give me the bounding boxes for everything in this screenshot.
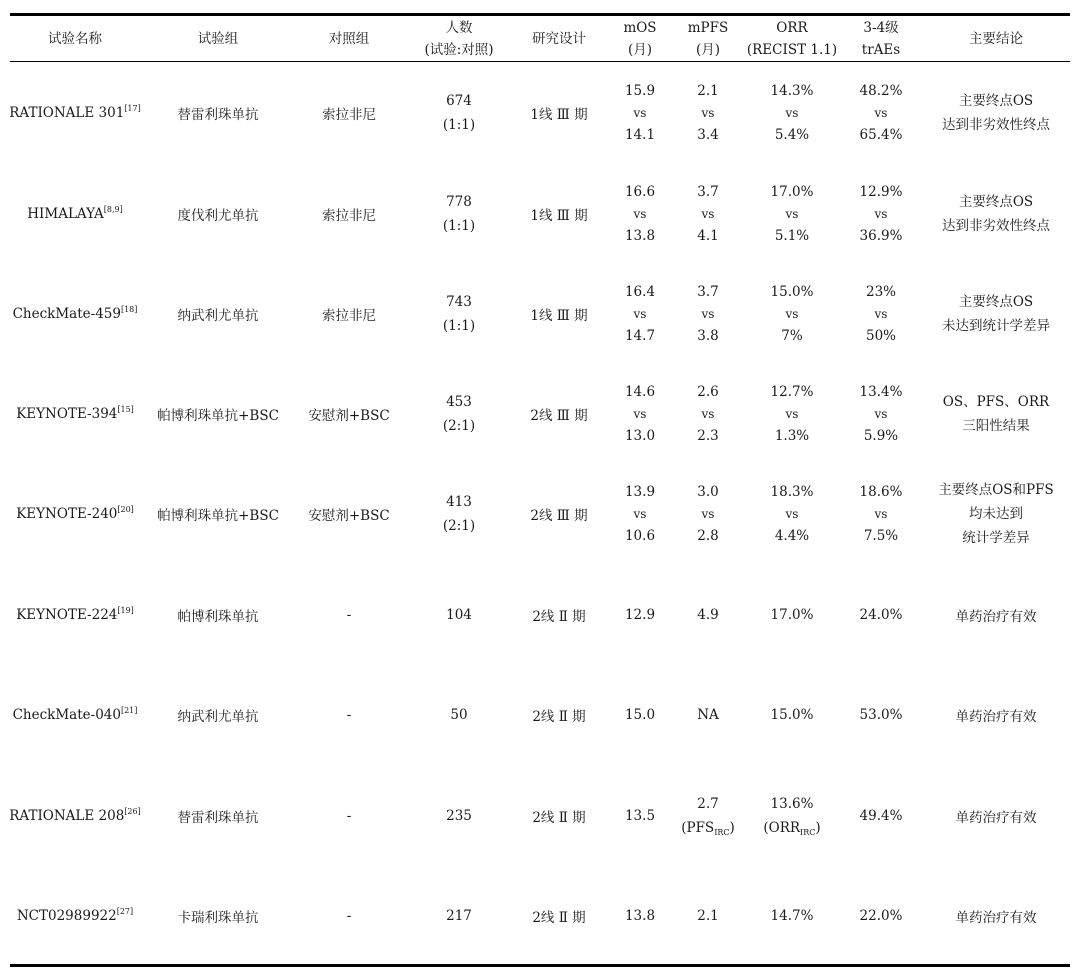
header-sample-size bbox=[408, 16, 510, 61]
trial-name: NCT02989922 bbox=[16, 908, 117, 924]
sample-size: 217 bbox=[446, 908, 472, 924]
orr-control: 4.4% bbox=[774, 528, 810, 544]
allocation-ratio: (2:1) bbox=[442, 418, 476, 434]
trae-control: 7.5% bbox=[863, 528, 899, 544]
trial-name: CheckMate-459 bbox=[12, 306, 121, 322]
header-mpfs-line1: mPFS bbox=[687, 19, 729, 36]
conclusion-line: 达到非劣效性终点 bbox=[942, 117, 1050, 133]
trae-value: 49.4% bbox=[859, 808, 903, 824]
reference-mark: [27] bbox=[116, 907, 134, 916]
header-mos-line1: mOS bbox=[623, 19, 657, 36]
mos-control: 13.0 bbox=[624, 428, 656, 444]
orr-note-close: ) bbox=[815, 820, 821, 836]
mpfs-value: 2.1 bbox=[697, 908, 719, 924]
study-design: 1线 Ⅲ 期 bbox=[530, 308, 588, 324]
conclusion-cell bbox=[922, 364, 1070, 464]
conclusion: 单药治疗有效 bbox=[955, 609, 1037, 625]
study-design: 2线 Ⅱ 期 bbox=[532, 810, 586, 826]
study-design: 2线 Ⅱ 期 bbox=[532, 910, 586, 926]
trae-cell bbox=[840, 164, 922, 264]
mos-value: 13.5 bbox=[624, 808, 656, 824]
mos-value: 13.8 bbox=[624, 908, 656, 924]
mos-control: 14.7 bbox=[624, 328, 656, 344]
orr-experimental: 14.3% bbox=[770, 83, 814, 99]
header-trial-name: 试验名称 bbox=[48, 30, 102, 47]
mpfs-value: 4.9 bbox=[697, 607, 719, 623]
conclusion: 单药治疗有效 bbox=[955, 709, 1037, 725]
sample-size: 413 bbox=[446, 494, 472, 510]
reference-mark: [18] bbox=[120, 305, 138, 314]
trial-name-cell bbox=[5, 464, 145, 564]
mpfs-experimental: 3.7 bbox=[697, 184, 719, 200]
reference-mark: [19] bbox=[117, 606, 134, 615]
orr-control: 1.3% bbox=[774, 428, 810, 444]
trial-name-cell bbox=[5, 264, 145, 364]
sample-size-cell bbox=[408, 63, 510, 163]
header-trae-line1: 3-4级 bbox=[863, 19, 899, 36]
mos-cell bbox=[608, 364, 672, 464]
control-arm: 安慰剂+BSC bbox=[308, 508, 390, 524]
sample-size-cell bbox=[408, 164, 510, 264]
vs-label: vs bbox=[785, 507, 799, 521]
sample-size-cell bbox=[408, 464, 510, 564]
orr-control: 5.4% bbox=[774, 127, 810, 143]
header-control-arm: 对照组 bbox=[328, 30, 370, 47]
reference-mark: [26] bbox=[124, 807, 141, 816]
mpfs-control: 2.8 bbox=[697, 528, 719, 544]
trae-cell bbox=[840, 63, 922, 163]
sample-size: 453 bbox=[446, 394, 472, 410]
conclusion-line: 未达到统计学差异 bbox=[942, 318, 1050, 334]
study-design: 2线 Ⅲ 期 bbox=[530, 508, 588, 524]
conclusion-line: 主要终点OS bbox=[958, 294, 1034, 310]
allocation-ratio: (1:1) bbox=[442, 117, 476, 133]
vs-label: vs bbox=[785, 207, 799, 221]
control-arm: - bbox=[346, 808, 352, 824]
trae-experimental: 13.4% bbox=[859, 384, 903, 400]
orr-value: 15.0% bbox=[770, 707, 814, 723]
trial-name-cell bbox=[5, 364, 145, 464]
trial-name-cell bbox=[5, 766, 145, 866]
header-trae-line2: trAEs bbox=[861, 41, 901, 58]
mos-experimental: 15.9 bbox=[624, 83, 656, 99]
trae-experimental: 23% bbox=[865, 284, 896, 300]
orr-value: 14.7% bbox=[770, 908, 814, 924]
trae-experimental: 48.2% bbox=[859, 83, 903, 99]
mpfs-control: 3.4 bbox=[697, 127, 719, 143]
study-design: 1线 Ⅲ 期 bbox=[530, 208, 588, 224]
trae-cell bbox=[840, 364, 922, 464]
conclusion-line: 达到非劣效性终点 bbox=[942, 218, 1050, 234]
header-orr bbox=[744, 16, 840, 61]
experimental-arm: 帕博利珠单抗 bbox=[177, 609, 259, 625]
orr-note-subscript: IRC bbox=[800, 828, 816, 837]
trial-name: KEYNOTE-224 bbox=[16, 607, 118, 623]
header-orr-line2: (RECIST 1.1) bbox=[746, 41, 838, 58]
sample-size-cell bbox=[408, 264, 510, 364]
trial-name: KEYNOTE-240 bbox=[16, 506, 118, 522]
header-mpfs bbox=[672, 16, 744, 61]
mos-experimental: 14.6 bbox=[624, 384, 656, 400]
orr-note-text: (ORR bbox=[763, 820, 801, 836]
header-orr-line1: ORR bbox=[776, 19, 808, 36]
trae-control: 36.9% bbox=[859, 228, 903, 244]
mpfs-control: 4.1 bbox=[697, 228, 719, 244]
mpfs-cell bbox=[672, 464, 744, 564]
sample-size: 235 bbox=[446, 808, 472, 824]
reference-mark: [15] bbox=[117, 405, 134, 414]
vs-label: vs bbox=[785, 106, 799, 120]
mos-experimental: 13.9 bbox=[624, 484, 656, 500]
conclusion: 单药治疗有效 bbox=[955, 810, 1037, 826]
experimental-arm: 替雷利珠单抗 bbox=[177, 810, 259, 826]
mpfs-value: 2.7 bbox=[697, 796, 719, 812]
header-mos bbox=[608, 16, 672, 61]
mos-cell bbox=[608, 63, 672, 163]
mos-value: 12.9 bbox=[624, 607, 656, 623]
trae-control: 50% bbox=[865, 328, 896, 344]
trial-name: RATIONALE 208 bbox=[9, 808, 125, 824]
vs-label: vs bbox=[874, 106, 888, 120]
mpfs-experimental: 3.0 bbox=[697, 484, 719, 500]
conclusion-cell bbox=[922, 164, 1070, 264]
vs-label: vs bbox=[701, 106, 715, 120]
control-arm: 索拉非尼 bbox=[322, 107, 376, 123]
header-experimental-arm: 试验组 bbox=[197, 30, 239, 47]
control-arm: 索拉非尼 bbox=[322, 308, 376, 324]
orr-cell bbox=[744, 766, 840, 866]
vs-label: vs bbox=[785, 307, 799, 321]
trae-experimental: 18.6% bbox=[859, 484, 903, 500]
mos-experimental: 16.4 bbox=[624, 284, 656, 300]
mpfs-note bbox=[681, 816, 735, 840]
experimental-arm: 纳武利尤单抗 bbox=[177, 709, 259, 725]
trae-value: 53.0% bbox=[859, 707, 903, 723]
orr-cell bbox=[744, 464, 840, 564]
mpfs-cell bbox=[672, 766, 744, 866]
mpfs-cell bbox=[672, 63, 744, 163]
vs-label: vs bbox=[701, 207, 715, 221]
experimental-arm: 帕博利珠单抗+BSC bbox=[157, 508, 279, 524]
vs-label: vs bbox=[874, 407, 888, 421]
header-sample-size-line1: 人数 bbox=[445, 19, 473, 36]
conclusion-line: 主要终点OS和PFS bbox=[938, 482, 1054, 498]
control-arm: 安慰剂+BSC bbox=[308, 408, 390, 424]
mos-cell bbox=[608, 264, 672, 364]
conclusion-line: 统计学差异 bbox=[962, 530, 1030, 546]
orr-experimental: 12.7% bbox=[770, 384, 814, 400]
study-design: 2线 Ⅱ 期 bbox=[532, 609, 586, 625]
mpfs-note-subscript: IRC bbox=[714, 828, 730, 837]
trial-name-cell bbox=[5, 866, 145, 966]
vs-label: vs bbox=[785, 407, 799, 421]
conclusion-line: 主要终点OS bbox=[958, 93, 1034, 109]
study-design: 2线 Ⅲ 期 bbox=[530, 408, 588, 424]
orr-control: 5.1% bbox=[774, 228, 810, 244]
sample-size: 674 bbox=[446, 93, 472, 109]
allocation-ratio: (1:1) bbox=[442, 218, 476, 234]
trae-cell bbox=[840, 264, 922, 364]
vs-label: vs bbox=[633, 106, 647, 120]
mpfs-experimental: 2.1 bbox=[697, 83, 719, 99]
sample-size-cell bbox=[408, 364, 510, 464]
trial-name: KEYNOTE-394 bbox=[16, 406, 118, 422]
header-mpfs-line2: (月) bbox=[695, 41, 721, 58]
mos-control: 14.1 bbox=[624, 127, 656, 143]
trial-name: HIMALAYA bbox=[27, 206, 104, 222]
reference-mark: [17] bbox=[124, 104, 141, 113]
trae-control: 65.4% bbox=[859, 127, 903, 143]
conclusion-line: 主要终点OS bbox=[958, 194, 1034, 210]
orr-experimental: 17.0% bbox=[770, 184, 814, 200]
mpfs-cell bbox=[672, 364, 744, 464]
table-header-rule bbox=[10, 61, 1070, 62]
mpfs-experimental: 2.6 bbox=[697, 384, 719, 400]
experimental-arm: 替雷利珠单抗 bbox=[177, 107, 259, 123]
mos-cell bbox=[608, 164, 672, 264]
allocation-ratio: (1:1) bbox=[442, 318, 476, 334]
mos-value: 15.0 bbox=[624, 707, 656, 723]
orr-note bbox=[763, 816, 820, 840]
mpfs-experimental: 3.7 bbox=[697, 284, 719, 300]
mpfs-cell bbox=[672, 264, 744, 364]
mpfs-value: NA bbox=[697, 707, 719, 723]
experimental-arm: 帕博利珠单抗+BSC bbox=[157, 408, 279, 424]
header-mos-line2: (月) bbox=[627, 41, 653, 58]
experimental-arm: 纳武利尤单抗 bbox=[177, 308, 259, 324]
trae-control: 5.9% bbox=[863, 428, 899, 444]
conclusion-line: 三阳性结果 bbox=[962, 418, 1030, 434]
orr-cell bbox=[744, 164, 840, 264]
vs-label: vs bbox=[633, 207, 647, 221]
study-design: 2线 Ⅱ 期 bbox=[532, 709, 586, 725]
vs-label: vs bbox=[701, 507, 715, 521]
sample-size: 778 bbox=[446, 194, 472, 210]
reference-mark: [8,9] bbox=[103, 205, 123, 214]
sample-size: 104 bbox=[446, 607, 472, 623]
mpfs-note-text: (PFS bbox=[681, 820, 715, 836]
mos-control: 10.6 bbox=[624, 528, 656, 544]
vs-label: vs bbox=[701, 307, 715, 321]
control-arm: 索拉非尼 bbox=[322, 208, 376, 224]
experimental-arm: 卡瑞利珠单抗 bbox=[177, 910, 259, 926]
study-design: 1线 Ⅲ 期 bbox=[530, 107, 588, 123]
mpfs-note-close: ) bbox=[729, 820, 735, 836]
trae-experimental: 12.9% bbox=[859, 184, 903, 200]
vs-label: vs bbox=[701, 407, 715, 421]
orr-value: 17.0% bbox=[770, 607, 814, 623]
orr-cell bbox=[744, 264, 840, 364]
trial-name-cell bbox=[5, 164, 145, 264]
experimental-arm: 度伐利尤单抗 bbox=[177, 208, 259, 224]
conclusion-cell bbox=[922, 264, 1070, 364]
orr-cell bbox=[744, 63, 840, 163]
trial-name-cell bbox=[5, 63, 145, 163]
header-study-design: 研究设计 bbox=[532, 30, 586, 47]
header-conclusion: 主要结论 bbox=[969, 30, 1023, 47]
reference-mark: [20] bbox=[117, 505, 134, 514]
vs-label: vs bbox=[874, 307, 888, 321]
trial-name: RATIONALE 301 bbox=[9, 105, 125, 121]
conclusion-cell bbox=[922, 464, 1070, 564]
trae-cell bbox=[840, 464, 922, 564]
vs-label: vs bbox=[874, 207, 888, 221]
mpfs-control: 3.8 bbox=[697, 328, 719, 344]
trial-name: CheckMate-040 bbox=[12, 707, 121, 723]
mos-experimental: 16.6 bbox=[624, 184, 656, 200]
conclusion: 单药治疗有效 bbox=[955, 910, 1037, 926]
mos-cell bbox=[608, 464, 672, 564]
trial-name-cell bbox=[5, 565, 145, 665]
vs-label: vs bbox=[633, 507, 647, 521]
sample-size: 743 bbox=[446, 294, 472, 310]
vs-label: vs bbox=[874, 507, 888, 521]
vs-label: vs bbox=[633, 307, 647, 321]
vs-label: vs bbox=[633, 407, 647, 421]
control-arm: - bbox=[346, 707, 352, 723]
mos-control: 13.8 bbox=[624, 228, 656, 244]
orr-experimental: 18.3% bbox=[770, 484, 814, 500]
mpfs-cell bbox=[672, 164, 744, 264]
reference-mark: [21] bbox=[120, 706, 138, 715]
orr-value: 13.6% bbox=[770, 796, 814, 812]
allocation-ratio: (2:1) bbox=[442, 518, 476, 534]
orr-control: 7% bbox=[781, 328, 803, 344]
orr-experimental: 15.0% bbox=[770, 284, 814, 300]
trae-value: 22.0% bbox=[859, 908, 903, 924]
mpfs-control: 2.3 bbox=[697, 428, 719, 444]
header-trae bbox=[840, 16, 922, 61]
conclusion-line: OS、PFS、ORR bbox=[942, 394, 1050, 410]
orr-cell bbox=[744, 364, 840, 464]
control-arm: - bbox=[346, 607, 352, 623]
conclusion-cell bbox=[922, 63, 1070, 163]
sample-size: 50 bbox=[450, 707, 468, 723]
trae-value: 24.0% bbox=[859, 607, 903, 623]
control-arm: - bbox=[346, 908, 352, 924]
trial-name-cell bbox=[5, 665, 145, 765]
header-sample-size-line2: (试验:对照) bbox=[424, 41, 494, 58]
conclusion-line: 均未达到 bbox=[968, 506, 1023, 522]
